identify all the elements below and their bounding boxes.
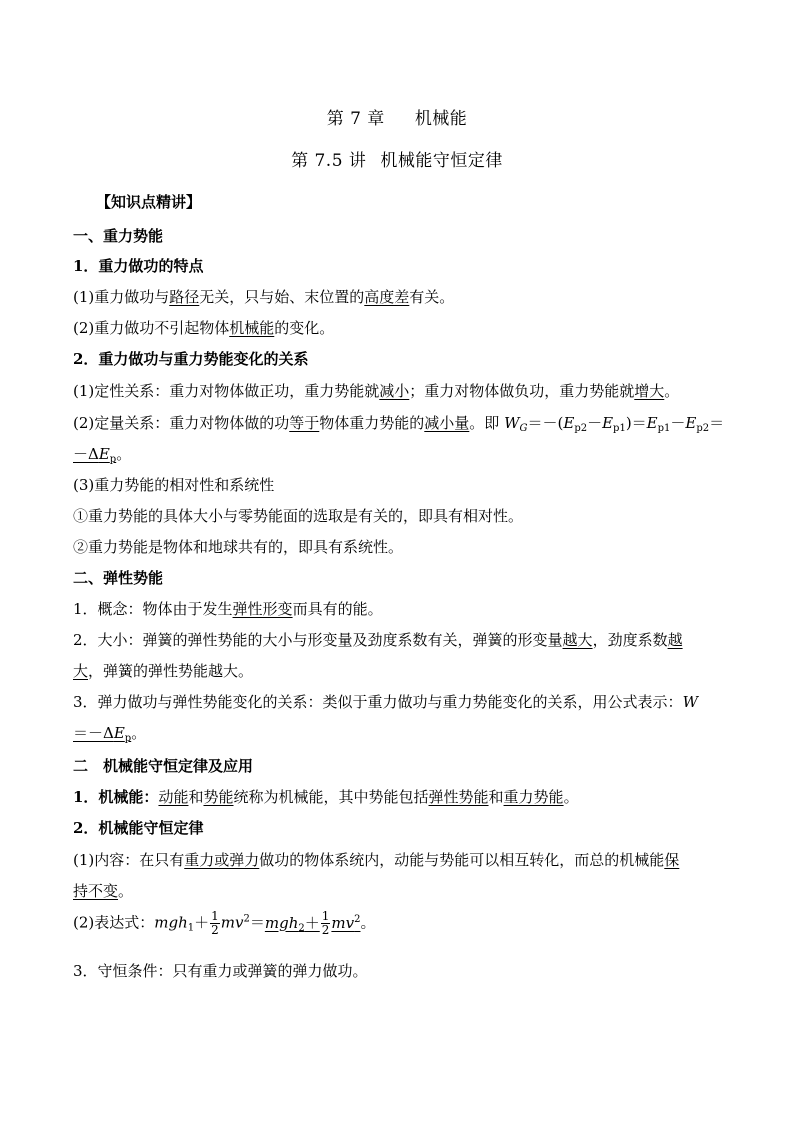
underline-term: 重力或弹力 <box>184 851 260 869</box>
s1-p2-line2: (2)定量关系：重力对物体做的功等于物体重力势能的减小量。即 $W_G=-(E_{p2}-E_{p1})=E_{p1}-E_{p2}=$ <box>73 414 725 434</box>
underline-formula: mgh$_2$＋ $\frac{1}{2}$ $mv^2$ <box>264 909 361 937</box>
s2-line4: 3．弹力做功与弹性势能变化的关系：类似于重力做功与重力势能变化的关系，用公式表示：W <box>73 693 698 711</box>
underline-term: 大 <box>73 662 89 680</box>
s1-p1-line2: (2)重力做功不引起物体机械能的变化。 <box>73 319 335 337</box>
underline-term: 机械能 <box>229 319 275 337</box>
underline-term: 等于 <box>289 414 320 432</box>
knowledge-heading: 【知识点精讲】 <box>96 193 202 211</box>
underline-term: 减小量 <box>424 414 470 432</box>
underline-term: 高度差 <box>364 288 410 306</box>
s1-p2-line3: $-\Delta E_p$。 <box>73 445 132 465</box>
lecture-name: 机械能守恒定律 <box>380 151 503 171</box>
s3-line3: (1)内容：在只有重力或弹力做功的物体系统内，动能与势能可以相互转化，而总的机械能保 <box>73 851 680 869</box>
section1-heading: 一、重力势能 <box>73 227 164 245</box>
section2-heading: 二、弹性势能 <box>73 569 164 587</box>
s3-line4: 持不变。 <box>73 882 134 900</box>
underline-term: 弹性形变 <box>232 600 293 618</box>
underline-term: 保 <box>664 851 680 869</box>
underline-term: 势能 <box>203 788 234 806</box>
s1-p3-heading: (3)重力势能的相对性和系统性 <box>73 476 275 494</box>
underline-term: 减小 <box>379 382 410 400</box>
chapter-name: 机械能 <box>414 109 468 129</box>
s2-line1: 1．概念：物体由于发生弹性形变而具有的能。 <box>73 600 383 618</box>
underline-term: 越大 <box>562 631 593 649</box>
s1-p3-line2: ②重力势能是物体和地球共有的，即具有系统性。 <box>73 538 404 556</box>
underline-term: 重力势能 <box>503 788 564 806</box>
s1-p1-line1: (1)重力做功与路径无关，只与始、末位置的高度差有关。 <box>73 288 455 306</box>
underline-term: 增大 <box>634 382 665 400</box>
s2-line2: 2．大小：弹簧的弹性势能的大小与形变量及劲度系数有关，弹簧的形变量越大，劲度系数越 <box>73 631 683 649</box>
s3-line2: 2．机械能守恒定律 <box>73 819 204 837</box>
s3-line1: 1．机械能：动能和势能统称为机械能，其中势能包括弹性势能和重力势能。 <box>73 788 579 806</box>
underline-term: 持不变 <box>73 882 119 900</box>
formula: $W_G=-(E_{p2}-E_{p1})=E_{p1}-E_{p2}=$ <box>504 414 725 434</box>
s2-line5: $=-\Delta E_p$。 <box>73 724 147 744</box>
s1-p1-heading: 1．重力做功的特点 <box>73 257 204 275</box>
underline-formula: $-\Delta E_p$ <box>73 445 117 465</box>
s1-p2-heading: 2．重力做功与重力势能变化的关系 <box>73 350 309 368</box>
underline-term: 动能 <box>158 788 189 806</box>
section3-heading: 二 机械能守恒定律及应用 <box>73 757 254 775</box>
s1-p2-line1: (1)定性关系：重力对物体做正功，重力势能就减小；重力对物体做负功，重力势能就增大。 <box>73 382 680 400</box>
underline-formula: $=-\Delta E_p$ <box>73 724 132 744</box>
s1-p3-line1: ①重力势能的具体大小与零势能面的选取是有关的，即具有相对性。 <box>73 507 524 525</box>
chapter-number: 第 7 章 <box>326 109 385 129</box>
s3-line5-formula: (2)表达式：mgh$_1$＋ $\frac{1}{2}$ $mv^2=mgh_2+$ $\frac{1}{2}$ $mv^2$。 <box>73 909 376 937</box>
fraction: $\frac{1}{2}$ <box>211 909 219 937</box>
underline-term: 弹性势能 <box>428 788 489 806</box>
s2-line3: 大，弹簧的弹性势能越大。 <box>73 662 254 680</box>
fraction: $\frac{1}{2}$ <box>321 909 330 937</box>
s3-line6: 3．守恒条件：只有重力或弹簧的弹力做功。 <box>73 962 368 980</box>
underline-term: 越 <box>667 631 683 649</box>
underline-term: 路径 <box>169 288 200 306</box>
chapter-title <box>0 104 794 129</box>
lecture-title <box>0 146 794 171</box>
lecture-number: 第 7.5 讲 <box>291 151 367 171</box>
